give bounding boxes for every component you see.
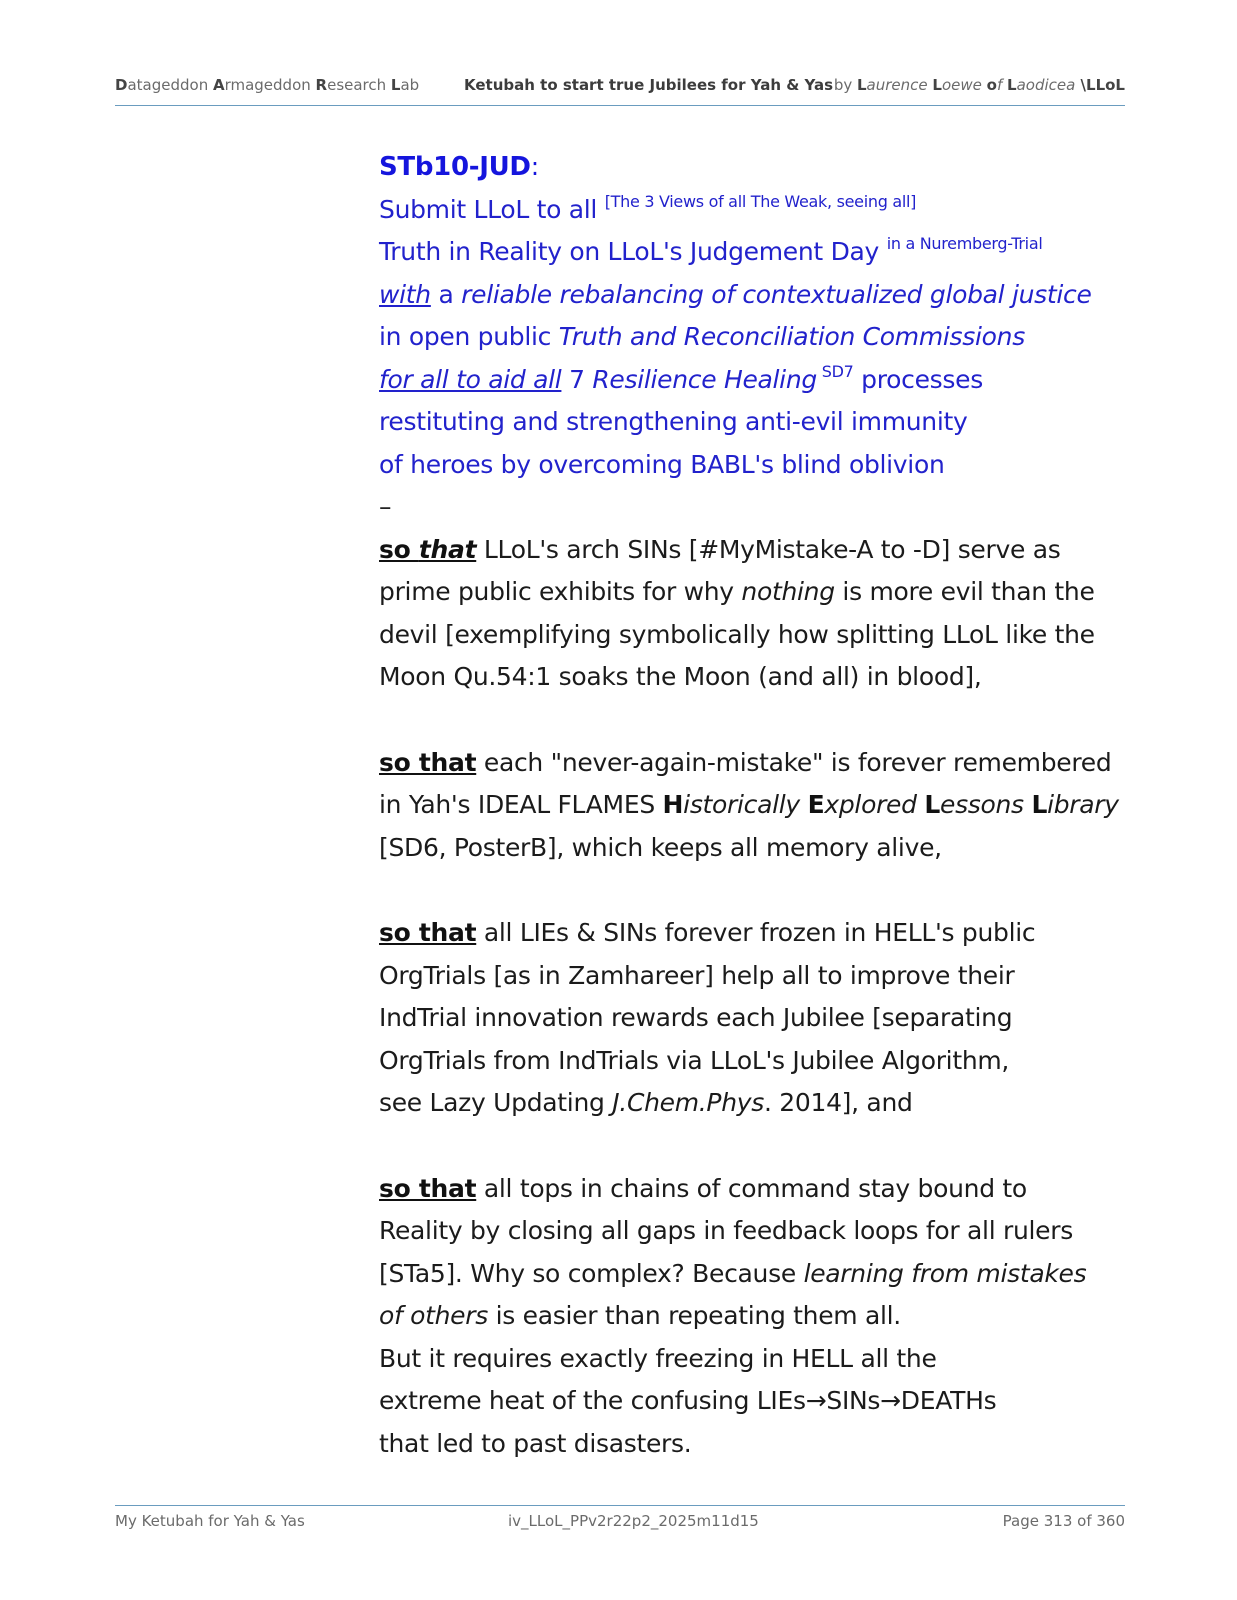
text: in Yah's IDEAL FLAMES [379, 790, 663, 819]
spacer [379, 1125, 1139, 1168]
text: reliable rebalancing of contextualized global justice [461, 279, 1092, 309]
paragraph-line [379, 1295, 1139, 1338]
paragraph-line [379, 784, 1139, 827]
text: is easier than repeating them all. [487, 1301, 901, 1330]
paragraph-1 [379, 529, 1139, 699]
paragraph-line [379, 571, 1139, 614]
text: Truth and Reconciliation Commissions [558, 322, 1025, 351]
text: J.Chem.Phys [612, 1088, 764, 1117]
lead-phrase: so that [379, 918, 477, 947]
text: each "never-again-mistake" is forever remembered [476, 747, 1112, 777]
text: for all to aid all [379, 364, 562, 394]
word: by [833, 76, 857, 94]
section-dash: – [379, 492, 392, 521]
text: [STa5]. Why so complex? Because [379, 1258, 804, 1288]
paragraph-3 [379, 912, 1139, 1125]
paragraph-4 [379, 1168, 1139, 1466]
main-content [379, 146, 1139, 1465]
text: ibrary [1047, 790, 1119, 819]
superscript: in a Nuremberg-Trial [886, 234, 1043, 253]
section-title [379, 146, 1139, 189]
paragraph-line: IndTrial innovation rewards each Jubilee [separating [379, 1003, 1013, 1032]
text: xplored [824, 790, 925, 819]
text: all LIEs & SINs forever frozen in HELL's public [476, 918, 1036, 947]
paragraph-line [379, 742, 1139, 785]
superscript: [The 3 Views of all The Weak, seeing all] [604, 191, 917, 211]
footer-title: My Ketubah for Yah & Yas [115, 1512, 305, 1530]
paragraph-line [379, 1168, 1139, 1211]
text: of others [379, 1301, 488, 1330]
text: all tops in chains of command stay bound to [476, 1173, 1027, 1203]
word: rmageddon [224, 76, 316, 94]
word: f [996, 76, 1008, 94]
paragraph-line: that led to past disasters. [379, 1428, 692, 1458]
text: processes [853, 364, 983, 394]
paragraph-line: Moon Qu.54:1 soaks the Moon (and all) in blood], [379, 662, 982, 691]
text: prime public exhibits for why [379, 577, 742, 606]
word: \LLoL [1075, 76, 1125, 94]
spacer [379, 699, 1139, 742]
paragraph-line [379, 1253, 1139, 1296]
word: esearch [327, 76, 391, 94]
word: aurence [866, 76, 933, 94]
initial: L [1031, 790, 1048, 819]
text: so [379, 534, 419, 564]
paragraph-line: [SD6, PosterB], which keeps all memory alive, [379, 832, 942, 862]
initial: R [315, 76, 328, 94]
paragraph-line [379, 912, 1139, 955]
lead-phrase: so that [379, 747, 477, 777]
section-line [379, 274, 1139, 317]
superscript: SD7 [816, 361, 854, 381]
word: aodicea [1016, 76, 1076, 94]
header-author [834, 76, 1125, 94]
page-footer [115, 1512, 1125, 1536]
title-colon: : [530, 152, 539, 181]
initial: A [212, 76, 225, 94]
initial: L [932, 76, 942, 94]
lead-phrase: so that [379, 1173, 477, 1203]
paragraph-line: OrgTrials from IndTrials via LLoL's Jubilee Algorithm, [379, 1045, 1010, 1075]
paragraph-line: But it requires exactly freezing in HELL all the [379, 1343, 937, 1373]
title-text: STb10-JUD [379, 152, 531, 182]
initial: L [924, 790, 940, 819]
word: oewe [941, 76, 987, 94]
text: learning from mistakes [803, 1258, 1087, 1288]
text: that [418, 534, 477, 564]
footer-rule [115, 1505, 1125, 1506]
section-line: restituting and strengthening anti-evil immunity [379, 407, 968, 436]
section-block [379, 146, 1139, 529]
paragraph-line: devil [exemplifying symbolically how splitting LLoL like the [379, 619, 1095, 649]
section-line [379, 231, 1139, 274]
text: with [379, 279, 431, 309]
text: Submit LLoL to all [379, 194, 605, 224]
text: see Lazy Updating [379, 1088, 613, 1117]
footer-version: iv_LLoL_PPv2r22p2_2025m11d15 [508, 1512, 759, 1530]
text: essons [939, 790, 1032, 819]
section-line [379, 359, 1139, 402]
paragraph-line: OrgTrials [as in Zamhareer] help all to improve their [379, 960, 1015, 990]
section-line: of heroes by overcoming BABL's blind oblivion [379, 449, 945, 479]
text: nothing [741, 577, 835, 606]
page-header [115, 76, 1125, 100]
header-lab-name [115, 76, 419, 94]
section-line [379, 189, 1139, 232]
text: is more evil than the [834, 577, 1095, 606]
text: LLoL's arch SINs [#MyMistake-A to -D] serve as [476, 534, 1061, 564]
paragraph-line: Reality by closing all gaps in feedback loops for all rulers [379, 1216, 1073, 1245]
section-line [379, 316, 1139, 359]
text: a [430, 279, 462, 309]
paragraph-line [379, 1082, 1139, 1125]
initial: D [115, 76, 128, 94]
initial: o [986, 76, 997, 94]
spacer [379, 869, 1139, 912]
text: Truth in Reality on LLoL's Judgement Day [379, 237, 887, 266]
text: in open public [379, 322, 559, 351]
initial: L [856, 76, 867, 94]
text: . 2014], and [763, 1088, 913, 1117]
lead-phrase [379, 535, 476, 564]
page-number: Page 313 of 360 [1002, 1512, 1125, 1530]
initial: H [662, 790, 684, 819]
paragraph-2 [379, 742, 1139, 870]
text: 7 [561, 364, 593, 394]
text: Resilience Healing [592, 364, 817, 394]
paragraph-line [379, 529, 1139, 572]
word: ab [400, 76, 420, 94]
header-document-title: Ketubah to start true Jubilees for Yah & Yas [464, 76, 834, 94]
initial: E [807, 790, 825, 819]
text: istorically [683, 790, 808, 819]
initial: L [390, 76, 401, 94]
header-rule [115, 105, 1125, 106]
initial: L [1007, 76, 1017, 94]
word: atageddon [127, 76, 213, 94]
paragraph-line: extreme heat of the confusing LIEs→SINs→DEATHs [379, 1386, 997, 1415]
